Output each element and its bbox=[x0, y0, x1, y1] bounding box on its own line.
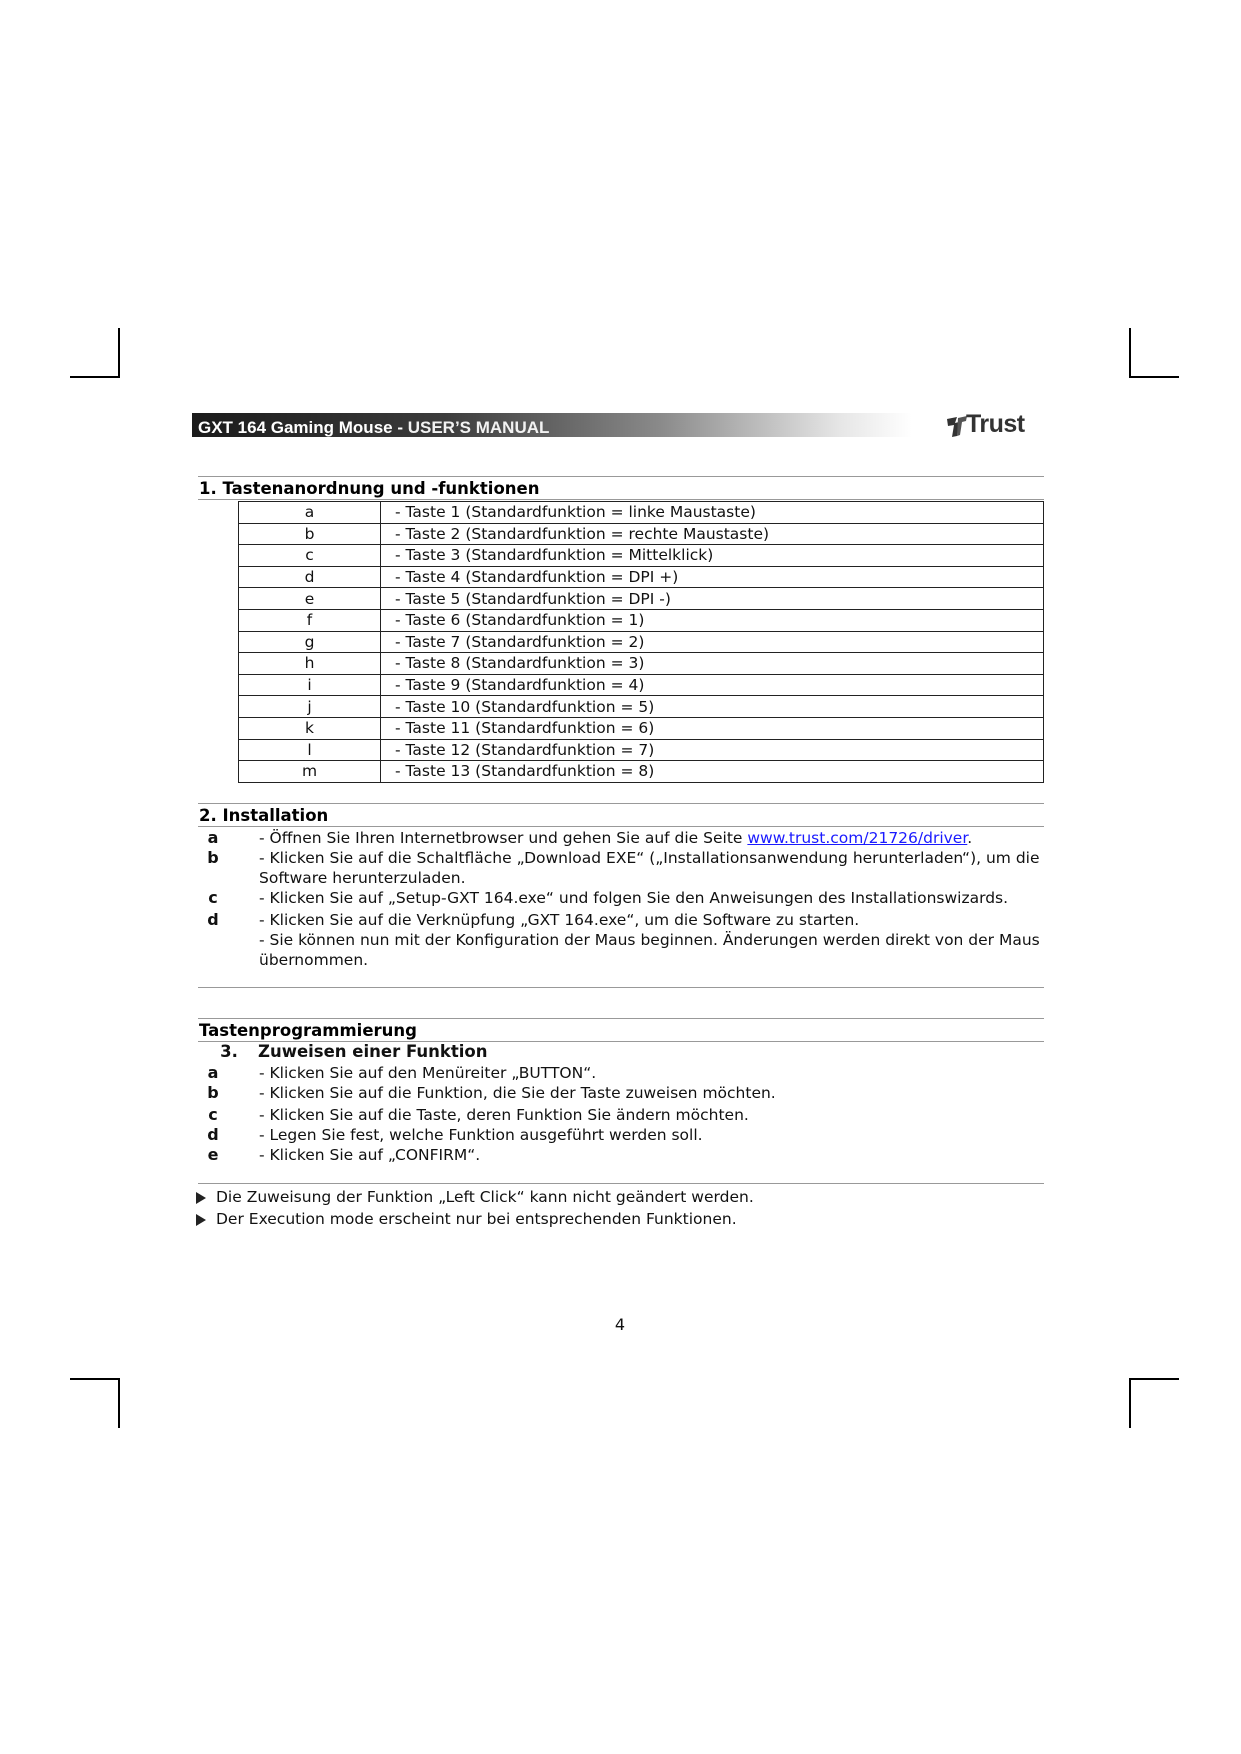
button-function-table bbox=[238, 501, 1044, 783]
table-row bbox=[239, 609, 1044, 631]
key-cell: k bbox=[239, 717, 381, 739]
step-text: - Klicken Sie auf die Funktion, die Sie der Taste zuweisen möchten. bbox=[259, 1084, 776, 1102]
key-cell: i bbox=[239, 674, 381, 696]
function-cell: - Taste 1 (Standardfunktion = linke Maustaste) bbox=[381, 502, 1044, 524]
function-cell: - Taste 10 (Standardfunktion = 5) bbox=[381, 696, 1044, 718]
step-letter: c bbox=[208, 888, 218, 907]
trust-wordmark: Trust bbox=[966, 410, 1025, 438]
divider-3-top bbox=[198, 1018, 1044, 1019]
divider-1-top bbox=[198, 476, 1044, 477]
section-3-title: Tastenprogrammierung bbox=[199, 1021, 417, 1040]
table-row bbox=[239, 696, 1044, 718]
table-row bbox=[239, 739, 1044, 761]
function-cell: - Taste 11 (Standardfunktion = 6) bbox=[381, 717, 1044, 739]
arrow-bullet-icon bbox=[196, 1214, 206, 1226]
crop-mark-bottom-right bbox=[1129, 1378, 1179, 1428]
key-cell: g bbox=[239, 631, 381, 653]
key-cell: h bbox=[239, 653, 381, 675]
table-row bbox=[239, 502, 1044, 524]
subsection-title: Zuweisen einer Funktion bbox=[258, 1042, 488, 1061]
manual-title bbox=[198, 418, 549, 438]
divider-2-end bbox=[198, 987, 1044, 988]
key-cell: j bbox=[239, 696, 381, 718]
note-text: Der Execution mode erscheint nur bei entsprechenden Funktionen. bbox=[216, 1210, 737, 1228]
divider-2-bottom bbox=[198, 826, 1044, 827]
divider-notes bbox=[198, 1183, 1044, 1184]
step-text: - Klicken Sie auf die Verknüpfung „GXT 164.exe“, um die Software zu starten. bbox=[259, 911, 860, 929]
table-row bbox=[239, 545, 1044, 567]
step-letter: b bbox=[207, 848, 219, 867]
product-name: GXT 164 Gaming Mouse - bbox=[198, 418, 408, 437]
function-cell: - Taste 12 (Standardfunktion = 7) bbox=[381, 739, 1044, 761]
step-text-after: . bbox=[967, 829, 973, 847]
function-cell: - Taste 2 (Standardfunktion = rechte Maustaste) bbox=[381, 523, 1044, 545]
driver-download-link[interactable]: www.trust.com/21726/driver bbox=[747, 829, 968, 847]
step-letter: b bbox=[207, 1083, 219, 1102]
step-letter: c bbox=[208, 1105, 218, 1124]
table-row bbox=[239, 523, 1044, 545]
section-1-title: 1. Tastenanordnung und -funktionen bbox=[199, 479, 540, 498]
trust-logo bbox=[946, 410, 1042, 440]
section-2-title: 2. Installation bbox=[199, 806, 329, 825]
subsection-number: 3. bbox=[220, 1042, 238, 1061]
crop-mark-bottom-left bbox=[70, 1378, 120, 1428]
table-row bbox=[239, 674, 1044, 696]
manual-label: USER’S MANUAL bbox=[407, 418, 550, 437]
table-row bbox=[239, 717, 1044, 739]
crop-mark-top-right bbox=[1129, 328, 1179, 378]
key-cell: c bbox=[239, 545, 381, 567]
key-cell: a bbox=[239, 502, 381, 524]
trust-logo-icon bbox=[946, 415, 968, 439]
step-text: - Klicken Sie auf die Taste, deren Funktion Sie ändern möchten. bbox=[259, 1106, 749, 1124]
table-row bbox=[239, 588, 1044, 610]
function-cell: - Taste 7 (Standardfunktion = 2) bbox=[381, 631, 1044, 653]
step-letter: d bbox=[207, 1125, 219, 1144]
step-text: - Legen Sie fest, welche Funktion ausgeführt werden soll. bbox=[259, 1126, 703, 1144]
table-row bbox=[239, 653, 1044, 675]
page-number: 4 bbox=[614, 1315, 626, 1334]
followup-text: - Sie können nun mit der Konfiguration der Maus beginnen. Änderungen werden direkt von der Maus übernommen. bbox=[259, 931, 1040, 969]
step-text: - Klicken Sie auf den Menüreiter „BUTTON“. bbox=[259, 1064, 597, 1082]
function-cell: - Taste 6 (Standardfunktion = 1) bbox=[381, 609, 1044, 631]
step-text: - Klicken Sie auf „CONFIRM“. bbox=[259, 1146, 481, 1164]
step-text: - Klicken Sie auf die Schaltfläche „Download EXE“ („Installationsanwendung herunterladen“), um die Software herunterzuladen. bbox=[259, 849, 1040, 887]
step-letter: e bbox=[207, 1145, 219, 1164]
key-cell: b bbox=[239, 523, 381, 545]
table-row bbox=[239, 761, 1044, 783]
function-cell: - Taste 8 (Standardfunktion = 3) bbox=[381, 653, 1044, 675]
function-cell: - Taste 3 (Standardfunktion = Mittelklick) bbox=[381, 545, 1044, 567]
step-letter: d bbox=[207, 910, 219, 929]
crop-mark-top-left bbox=[70, 328, 120, 378]
step-text-before: - Öffnen Sie Ihren Internetbrowser und gehen Sie auf die Seite bbox=[259, 829, 748, 847]
page-header bbox=[192, 410, 1052, 440]
key-cell: l bbox=[239, 739, 381, 761]
step-letter: a bbox=[207, 828, 219, 847]
key-cell: e bbox=[239, 588, 381, 610]
table-row bbox=[239, 566, 1044, 588]
arrow-bullet-icon bbox=[196, 1192, 206, 1204]
function-cell: - Taste 4 (Standardfunktion = DPI +) bbox=[381, 566, 1044, 588]
function-cell: - Taste 5 (Standardfunktion = DPI -) bbox=[381, 588, 1044, 610]
step-text bbox=[259, 828, 1059, 848]
step-text: - Klicken Sie auf „Setup-GXT 164.exe“ und folgen Sie den Anweisungen des Installationswizards. bbox=[259, 889, 1009, 907]
step-letter: a bbox=[207, 1063, 219, 1082]
key-cell: d bbox=[239, 566, 381, 588]
function-cell: - Taste 9 (Standardfunktion = 4) bbox=[381, 674, 1044, 696]
note-text: Die Zuweisung der Funktion „Left Click“ kann nicht geändert werden. bbox=[216, 1188, 754, 1206]
function-cell: - Taste 13 (Standardfunktion = 8) bbox=[381, 761, 1044, 783]
key-cell: f bbox=[239, 609, 381, 631]
divider-2-top bbox=[198, 803, 1044, 804]
subsection-assign-function bbox=[200, 1042, 488, 1061]
table-row bbox=[239, 631, 1044, 653]
divider-1-bottom bbox=[198, 499, 1044, 500]
key-cell: m bbox=[239, 761, 381, 783]
